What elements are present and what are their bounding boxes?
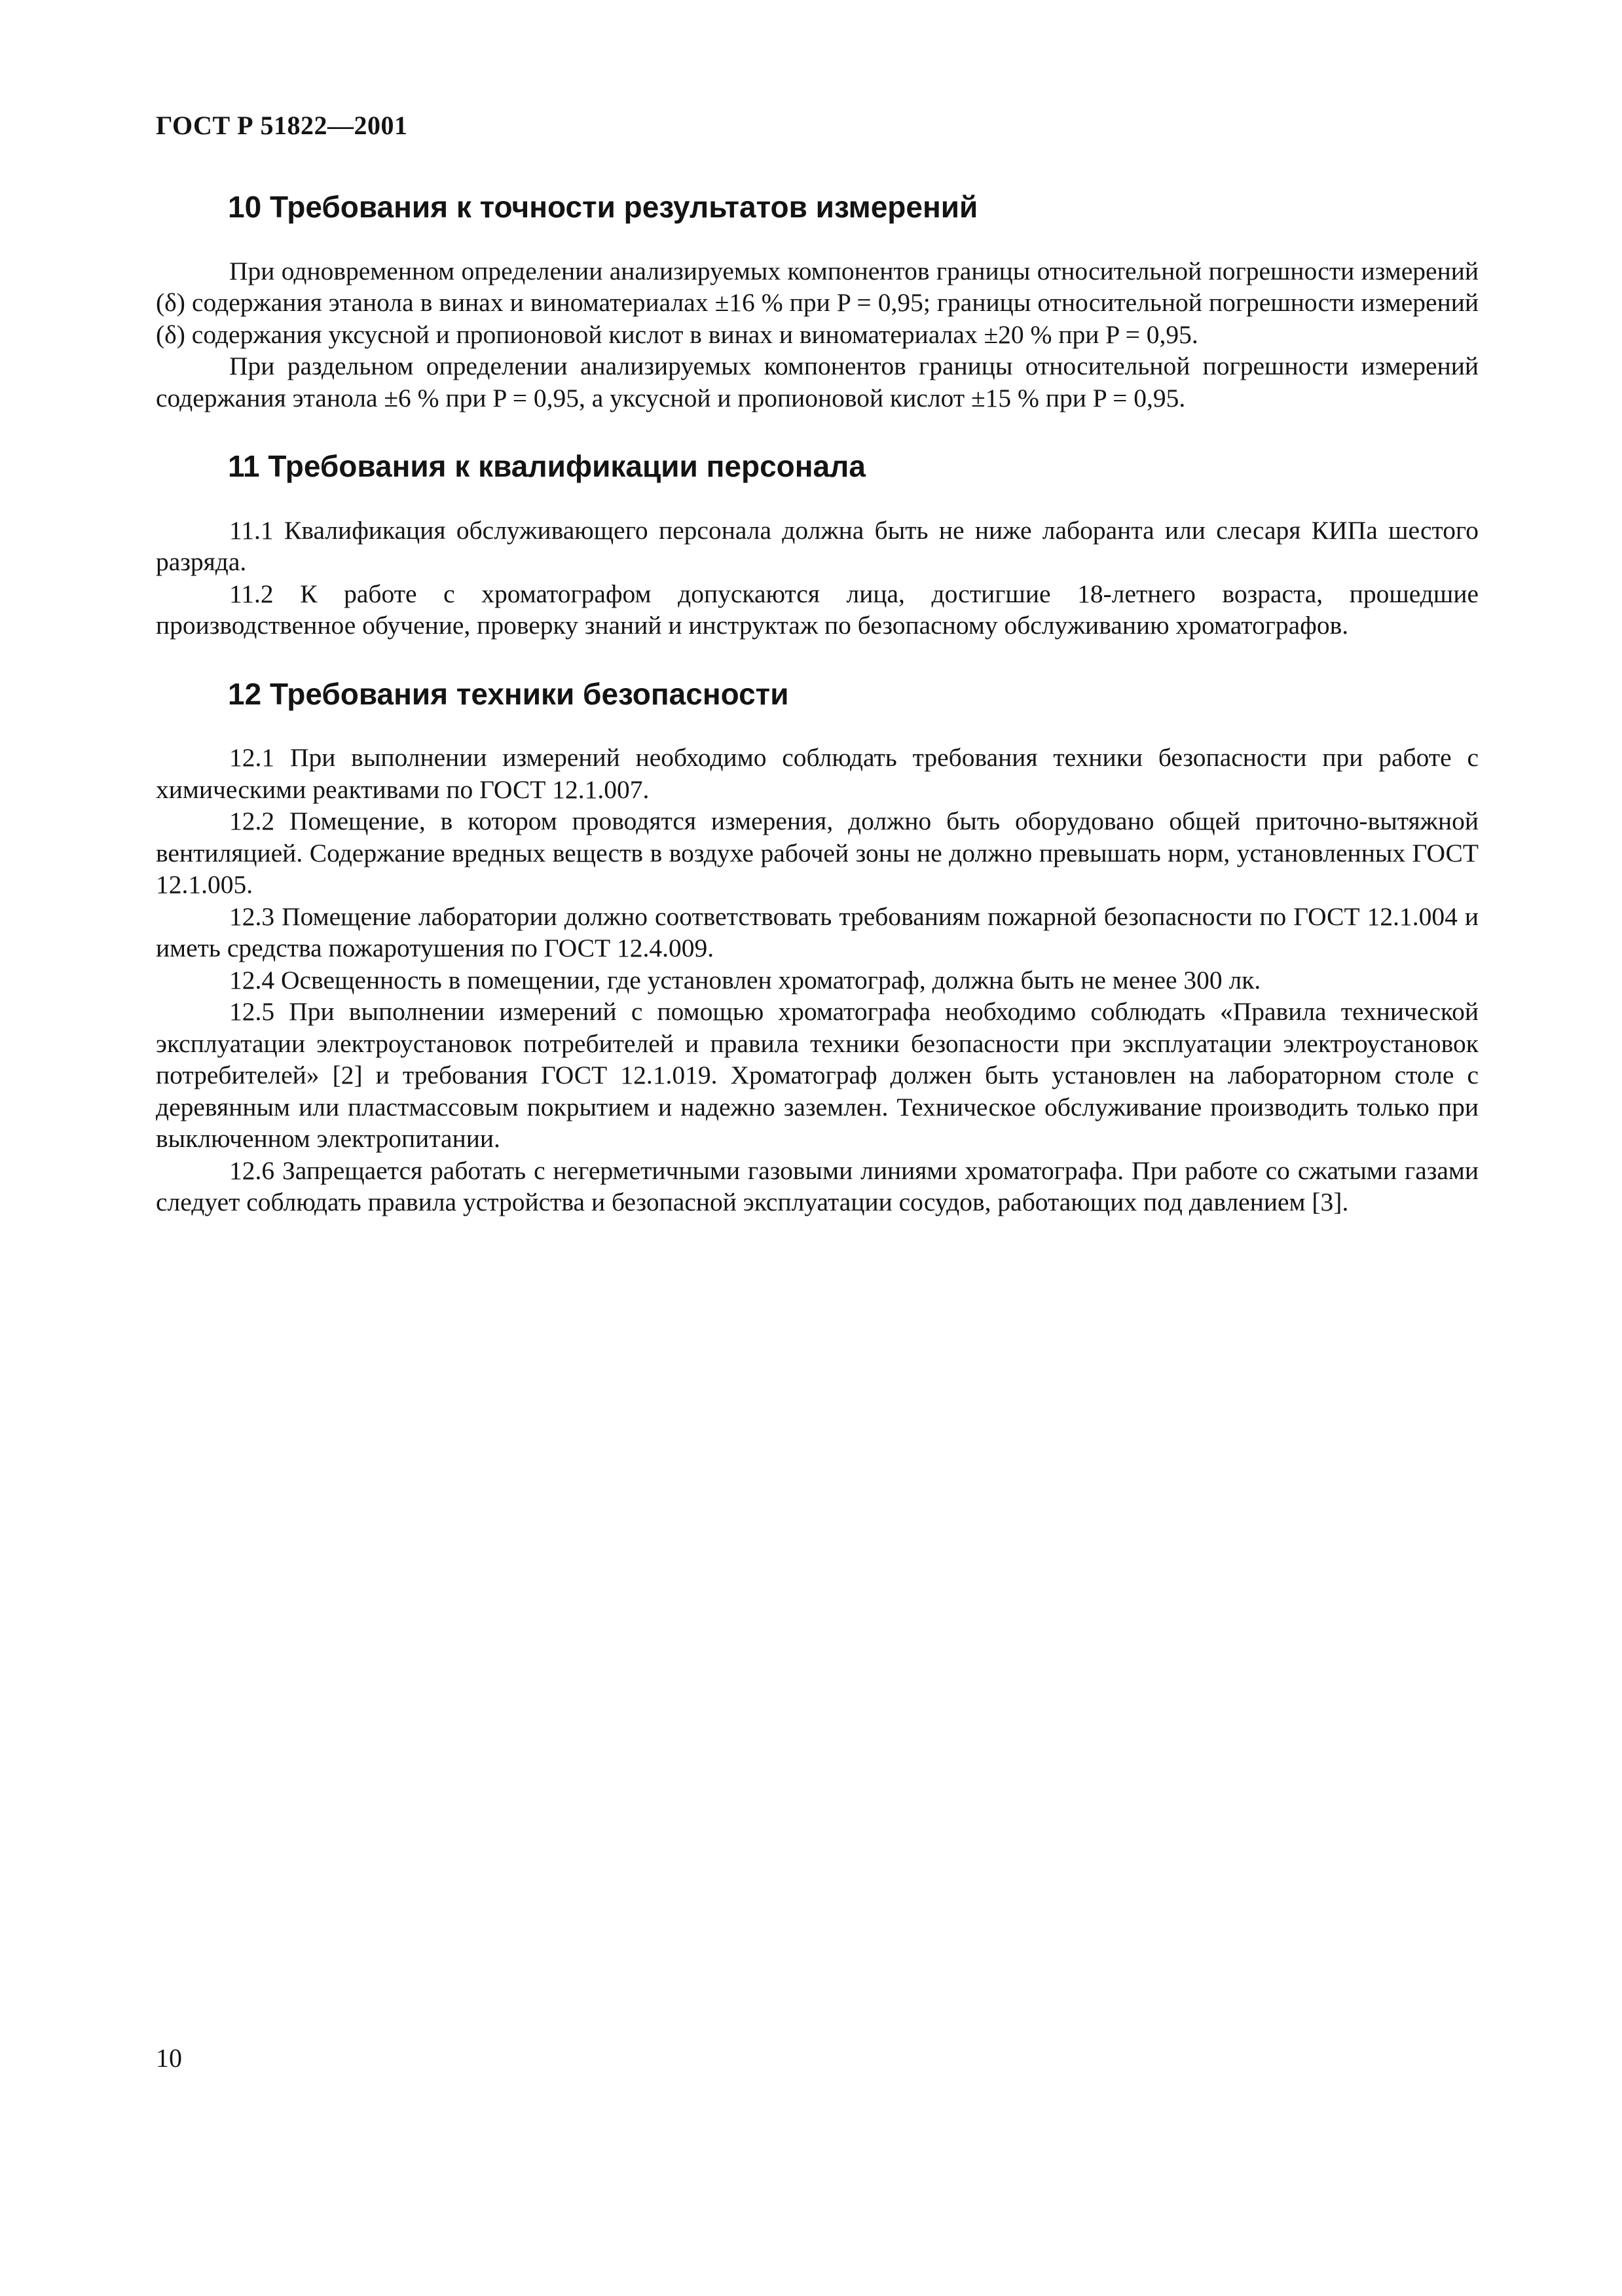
section-heading: 10 Требования к точности результатов измерений [228,190,978,224]
paragraph: 12.6 Запрещается работать с негерметичными газовыми линиями хроматографа. При работе со сжатыми газами следует соблюдать правила устройства и безопасной эксплуатации сосудов, работающих под давлением [3]. [156,1156,1479,1216]
paragraph: При раздельном определении анализируемых компонентов границы относительной погрешности измерений содержания этанола ±6 % при P = 0,95, а уксусной и пропионовой кислот ±15 % при P = 0,95. [156,352,1479,412]
paragraph: 12.2 Помещение, в котором проводятся измерения, должно быть оборудовано общей приточно-вытяжной вентиляцией. Содержание вредных веществ в воздухе рабочей зоны не должно превышать норм, установленных ГОСТ 12.1.005. [156,807,1479,899]
paragraph: 12.3 Помещение лаборатории должно соответствовать требованиям пожарной безопасности по ГОСТ 12.1.004 и иметь средства пожаротушения по ГОСТ 12.4.009. [156,902,1479,962]
paragraph: 11.2 К работе с хроматографом допускаются лица, достигшие 18-летнего возраста, прошедшие производственное обучение, проверку знаний и инструктаж по безопасному обслуживанию хроматографов. [156,579,1479,640]
section-safety-requirements [156,676,1479,1218]
paragraph: При одновременном определении анализируемых компонентов границы относительной погрешности измерений (δ) содержания этанола в винах и виноматериалах ±16 % при P = 0,95; границы относительной погрешности измерений (δ) содержания уксусной и пропионовой кислот в винах и виноматериалах ±20 % при P = 0,95. [156,256,1479,349]
section-accuracy-requirements [156,189,1479,414]
section-heading: 12 Требования техники безопасности [228,676,789,711]
paragraph: 11.1 Квалификация обслуживающего персонала должна быть не ниже лаборанта или слесаря КИПа шестого разряда. [156,515,1479,576]
page-number: 10 [156,2043,182,2073]
section-personnel-qualification [156,448,1479,642]
section-heading: 11 Требования к квалификации персонала [228,449,866,483]
document-page [156,0,1479,2296]
paragraph: 12.4 Освещенность в помещении, где установлен хроматограф, должна быть не менее 300 лк. [229,965,1261,994]
paragraph: 12.1 При выполнении измерений необходимо соблюдать требования техники безопасности при работе с химическими реактивами по ГОСТ 12.1.007. [156,743,1479,804]
document-body [156,189,1479,1218]
document-code-header: ГОСТ Р 51822—2001 [156,111,408,140]
paragraph: 12.5 При выполнении измерений с помощью хроматографа необходимо соблюдать «Правила технической эксплуатации электроустановок потребителей и правила техники безопасности при эксплуатации электроустановок потребителей» [2] и требования ГОСТ 12.1.019. Хроматограф должен быть установлен на лабораторном столе с деревянным или пластмассовым покрытием и надежно заземлен. Техническое обслуживание производить только при выключенном электропитании. [156,997,1479,1153]
